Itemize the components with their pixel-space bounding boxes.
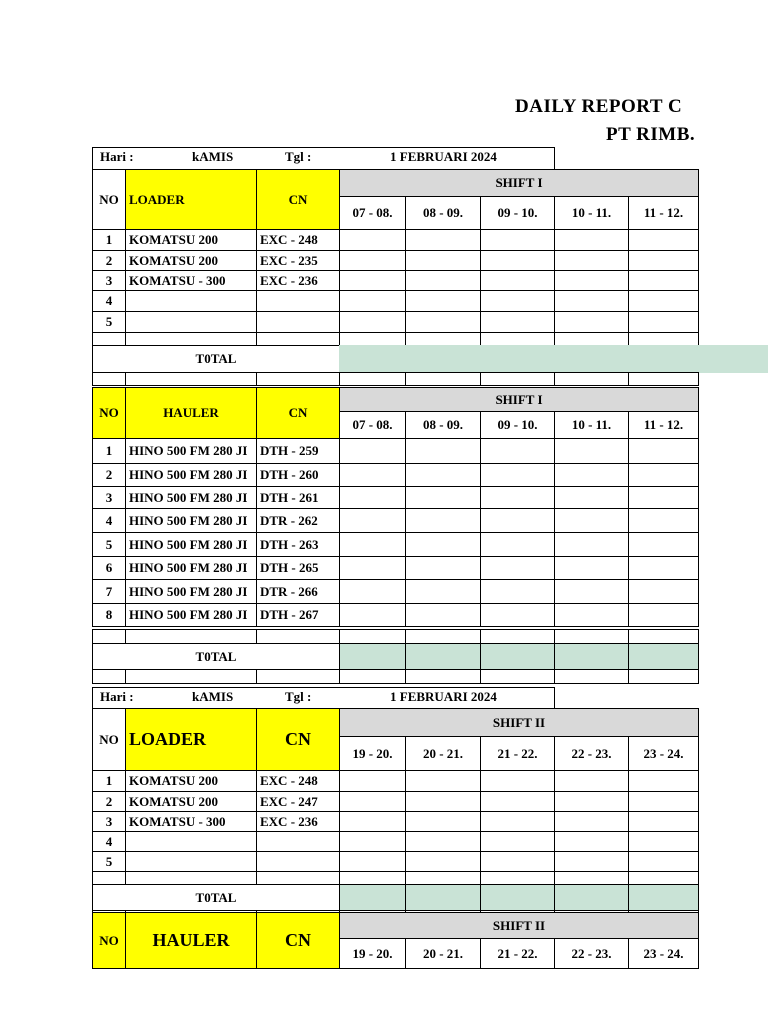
unit-code: DTH - 265 (256, 556, 340, 580)
hour-cell (405, 851, 481, 872)
hour-cell (339, 463, 406, 487)
hour-header: 07 - 08. (339, 411, 406, 439)
spacer-cell (405, 669, 481, 684)
unit-name (125, 831, 257, 852)
hour-cell (554, 508, 629, 533)
hour-cell (480, 229, 555, 251)
hour-header: 19 - 20. (339, 736, 406, 771)
spacer-cell (480, 332, 555, 346)
spacer-cell (256, 372, 340, 386)
hour-cell (480, 290, 555, 312)
row-number: 5 (92, 851, 126, 872)
hour-header: 20 - 21. (405, 736, 481, 771)
hour-cell (628, 311, 699, 333)
unit-name (125, 311, 257, 333)
unit-name: KOMATSU 200 (125, 250, 257, 271)
hour-cell (339, 791, 406, 812)
row-number: 2 (92, 250, 126, 271)
total-label: T0TAL (92, 884, 340, 911)
spacer-cell (628, 629, 699, 644)
spacer-cell (256, 871, 340, 885)
hour-cell (628, 770, 699, 792)
spacer-cell (92, 372, 126, 386)
hour-cell (554, 250, 629, 271)
day-label: Hari : (100, 689, 134, 704)
hour-header: 08 - 09. (405, 196, 481, 230)
hour-header: 19 - 20. (339, 938, 406, 969)
shift-header: SHIFT II (339, 912, 699, 939)
hour-cell (554, 579, 629, 604)
hour-cell (628, 556, 699, 580)
total-cell (554, 884, 629, 911)
spacer-cell (92, 871, 126, 885)
unit-name: HINO 500 FM 280 JI (125, 486, 257, 509)
spacer-cell (125, 629, 257, 644)
spacer-cell (628, 871, 699, 885)
unit-code: DTH - 263 (256, 532, 340, 557)
day-value: kAMIS (192, 689, 234, 704)
hour-cell (554, 791, 629, 812)
shift-header: SHIFT II (339, 708, 699, 737)
hour-cell (554, 556, 629, 580)
hour-cell (628, 603, 699, 627)
hour-cell (339, 290, 406, 312)
row-number: 8 (92, 603, 126, 627)
hour-cell (628, 486, 699, 509)
unit-name: HINO 500 FM 280 JI (125, 556, 257, 580)
hour-header: 07 - 08. (339, 196, 406, 230)
total-cell (339, 884, 406, 911)
row-number: 1 (92, 229, 126, 251)
spacer-cell (125, 669, 257, 684)
spacer-cell (405, 629, 481, 644)
no-header: NO (92, 708, 126, 771)
row-number: 5 (92, 311, 126, 333)
hour-cell (339, 486, 406, 509)
spacer-cell (628, 669, 699, 684)
total-cell (628, 643, 699, 670)
hour-cell (480, 831, 555, 852)
hour-header: 23 - 24. (628, 736, 699, 771)
cn-header: CN (256, 708, 340, 771)
row-number: 3 (92, 811, 126, 832)
hour-cell (405, 579, 481, 604)
row-number: 1 (92, 770, 126, 792)
hour-cell (480, 463, 555, 487)
cn-header: CN (256, 912, 340, 969)
total-cell (480, 643, 555, 670)
unit-code: EXC - 248 (256, 770, 340, 792)
hour-cell (480, 770, 555, 792)
no-header: NO (92, 912, 126, 969)
row-number: 5 (92, 532, 126, 557)
cn-header: CN (256, 387, 340, 439)
unit-code: DTH - 260 (256, 463, 340, 487)
total-cell (480, 884, 555, 911)
total-bar (339, 345, 768, 373)
spacer-cell (339, 332, 406, 346)
spacer-cell (256, 332, 340, 346)
hour-header: 09 - 10. (480, 196, 555, 230)
hour-header: 10 - 11. (554, 411, 629, 439)
total-cell (554, 643, 629, 670)
hour-cell (405, 250, 481, 271)
spacer-cell (405, 332, 481, 346)
hour-cell (405, 770, 481, 792)
date-label: Tgl : (285, 689, 312, 704)
hour-cell (480, 438, 555, 464)
hour-header: 21 - 22. (480, 736, 555, 771)
spacer-cell (405, 372, 481, 386)
spacer-cell (92, 669, 126, 684)
hour-cell (628, 250, 699, 271)
unit-code (256, 290, 340, 312)
hour-cell (554, 463, 629, 487)
hour-cell (628, 851, 699, 872)
spacer-cell (628, 372, 699, 386)
hour-cell (628, 290, 699, 312)
hour-cell (339, 250, 406, 271)
hour-cell (339, 532, 406, 557)
shift-header: SHIFT I (339, 169, 699, 197)
no-header: NO (92, 387, 126, 439)
unit-name: HINO 500 FM 280 JI (125, 438, 257, 464)
hour-cell (480, 579, 555, 604)
hour-header: 23 - 24. (628, 938, 699, 969)
unit-name: HINO 500 FM 280 JI (125, 532, 257, 557)
hour-cell (554, 770, 629, 792)
hour-header: 20 - 21. (405, 938, 481, 969)
hour-cell (480, 250, 555, 271)
hour-cell (554, 811, 629, 832)
unit-name: KOMATSU 200 (125, 770, 257, 792)
hour-cell (554, 270, 629, 291)
hour-cell (554, 311, 629, 333)
hour-header: 21 - 22. (480, 938, 555, 969)
hour-cell (339, 508, 406, 533)
total-cell (339, 643, 406, 670)
row-number: 2 (92, 791, 126, 812)
row-number: 4 (92, 508, 126, 533)
cn-header: CN (256, 169, 340, 230)
unit-name: HINO 500 FM 280 JI (125, 603, 257, 627)
hour-cell (405, 290, 481, 312)
row-number: 4 (92, 290, 126, 312)
hour-cell (480, 851, 555, 872)
hour-cell (554, 486, 629, 509)
spacer-cell (339, 871, 406, 885)
spacer-cell (256, 669, 340, 684)
spacer-cell (405, 871, 481, 885)
hour-cell (405, 811, 481, 832)
unit-name: KOMATSU - 300 (125, 270, 257, 291)
hour-cell (628, 270, 699, 291)
hour-cell (339, 831, 406, 852)
unit-name (125, 290, 257, 312)
date-value: 1 FEBRUARI 2024 (390, 689, 497, 704)
hour-header: 09 - 10. (480, 411, 555, 439)
hour-cell (339, 311, 406, 333)
spacer-cell (125, 372, 257, 386)
spacer-cell (480, 669, 555, 684)
row-number: 6 (92, 556, 126, 580)
hour-header: 10 - 11. (554, 196, 629, 230)
hour-header: 22 - 23. (554, 736, 629, 771)
hour-cell (405, 532, 481, 557)
spacer-cell (339, 629, 406, 644)
unit-name: HINO 500 FM 280 JI (125, 463, 257, 487)
spacer-cell (92, 629, 126, 644)
hour-header: 11 - 12. (628, 411, 699, 439)
hour-cell (554, 851, 629, 872)
hour-cell (480, 508, 555, 533)
unit-code: DTR - 266 (256, 579, 340, 604)
unit-code (256, 311, 340, 333)
hour-cell (628, 438, 699, 464)
hour-header: 11 - 12. (628, 196, 699, 230)
report-title: DAILY REPORT C (515, 96, 683, 117)
spacer-cell (92, 332, 126, 346)
hour-cell (339, 229, 406, 251)
row-number: 2 (92, 463, 126, 487)
unit-code: DTH - 267 (256, 603, 340, 627)
spacer-cell (480, 372, 555, 386)
spacer-cell (554, 332, 629, 346)
row-number: 3 (92, 486, 126, 509)
unit-name: HINO 500 FM 280 JI (125, 579, 257, 604)
hour-cell (628, 229, 699, 251)
spacer-cell (125, 332, 257, 346)
unit-code: DTR - 262 (256, 508, 340, 533)
hour-cell (339, 438, 406, 464)
hour-cell (405, 438, 481, 464)
unit-code (256, 831, 340, 852)
hour-cell (628, 463, 699, 487)
shift-header: SHIFT I (339, 387, 699, 412)
spacer-cell (125, 871, 257, 885)
hour-cell (628, 791, 699, 812)
spacer-cell (554, 372, 629, 386)
hour-cell (405, 463, 481, 487)
hour-cell (339, 851, 406, 872)
date-label: Tgl : (285, 149, 312, 164)
spacer-cell (554, 629, 629, 644)
hauler-header: HAULER (125, 912, 257, 969)
unit-name: KOMATSU 200 (125, 229, 257, 251)
hour-cell (405, 486, 481, 509)
total-cell (628, 884, 699, 911)
hour-cell (339, 811, 406, 832)
total-label: T0TAL (92, 643, 340, 670)
hour-cell (628, 532, 699, 557)
no-header: NO (92, 169, 126, 230)
hour-cell (628, 811, 699, 832)
hour-cell (339, 770, 406, 792)
hauler-header: HAULER (125, 387, 257, 439)
loader-header: LOADER (125, 169, 257, 230)
unit-code: EXC - 247 (256, 791, 340, 812)
hour-cell (405, 508, 481, 533)
hour-cell (405, 270, 481, 291)
row-number: 7 (92, 579, 126, 604)
total-cell (405, 884, 481, 911)
unit-name: HINO 500 FM 280 JI (125, 508, 257, 533)
hour-cell (480, 811, 555, 832)
spacer-cell (480, 871, 555, 885)
hour-cell (480, 311, 555, 333)
hour-header: 08 - 09. (405, 411, 481, 439)
hour-cell (405, 831, 481, 852)
unit-name (125, 851, 257, 872)
hour-cell (480, 486, 555, 509)
hour-cell (405, 229, 481, 251)
hour-cell (628, 508, 699, 533)
hour-cell (554, 532, 629, 557)
day-label: Hari : (100, 149, 134, 164)
hour-cell (554, 290, 629, 312)
unit-code: EXC - 248 (256, 229, 340, 251)
spacer-cell (339, 669, 406, 684)
hour-cell (405, 311, 481, 333)
spacer-cell (554, 871, 629, 885)
spacer-cell (480, 629, 555, 644)
company-name: PT RIMB. (606, 124, 696, 145)
hour-cell (339, 579, 406, 604)
hour-cell (480, 791, 555, 812)
unit-code: EXC - 235 (256, 250, 340, 271)
spacer-cell (339, 372, 406, 386)
hour-cell (405, 603, 481, 627)
day-value: kAMIS (192, 149, 234, 164)
hour-cell (339, 603, 406, 627)
hour-cell (480, 603, 555, 627)
spacer-cell (628, 332, 699, 346)
spacer-cell (256, 629, 340, 644)
unit-code: DTH - 259 (256, 438, 340, 464)
total-cell (405, 643, 481, 670)
unit-name: KOMATSU 200 (125, 791, 257, 812)
hour-cell (554, 438, 629, 464)
hour-cell (480, 532, 555, 557)
hour-cell (405, 556, 481, 580)
hour-cell (480, 556, 555, 580)
hour-cell (554, 831, 629, 852)
hour-cell (480, 270, 555, 291)
spacer-cell (554, 669, 629, 684)
total-label: T0TAL (92, 345, 340, 373)
row-number: 1 (92, 438, 126, 464)
unit-code: EXC - 236 (256, 270, 340, 291)
row-number: 4 (92, 831, 126, 852)
loader-header: LOADER (125, 708, 257, 771)
unit-name: KOMATSU - 300 (125, 811, 257, 832)
unit-code (256, 851, 340, 872)
hour-cell (628, 579, 699, 604)
row-number: 3 (92, 270, 126, 291)
hour-cell (554, 229, 629, 251)
hour-cell (628, 831, 699, 852)
unit-code: DTH - 261 (256, 486, 340, 509)
unit-code: EXC - 236 (256, 811, 340, 832)
hour-header: 22 - 23. (554, 938, 629, 969)
hour-cell (554, 603, 629, 627)
date-value: 1 FEBRUARI 2024 (390, 149, 497, 164)
hour-cell (339, 270, 406, 291)
hour-cell (405, 791, 481, 812)
hour-cell (339, 556, 406, 580)
